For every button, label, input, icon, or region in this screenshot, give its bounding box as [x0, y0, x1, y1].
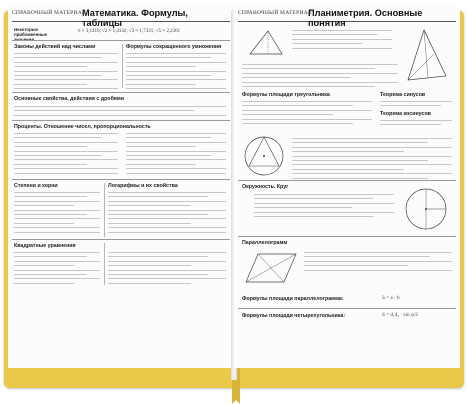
- divider: [12, 120, 230, 121]
- section-quadrilateral-area: Формулы площади четырехугольника:: [242, 313, 346, 319]
- short-multiplication-content: [126, 53, 226, 93]
- quadratic-examples: [108, 252, 226, 287]
- divider: [104, 183, 105, 237]
- triangle-diagram: [246, 28, 286, 58]
- section-logarithms: Логарифмы и их свойства: [108, 183, 178, 189]
- law-of-sines-content: [380, 101, 452, 110]
- divider: [12, 92, 230, 93]
- section-fractions: Основные свойства, действия с дробями: [14, 96, 125, 102]
- right-page: [234, 6, 460, 368]
- section-law-of-sines: Теорема синусов: [380, 92, 426, 98]
- right-triangle-content: [292, 138, 452, 182]
- divider: [12, 40, 230, 41]
- parallelogram-area-formula: S = a · h: [382, 295, 400, 301]
- right-page-header: [238, 8, 456, 28]
- section-percent: Проценты. Отношение чисел, пропорциональность: [14, 124, 151, 130]
- triangle-bisector-diagram: [404, 26, 450, 86]
- left-page-tag: СПРАВОЧНЫЙ МАТЕРИАЛ: [12, 10, 86, 16]
- approx-values: π ≈ 3,1416; √2 ≈ 1,4142; √3 ≈ 1,7321; √5 ≈ 2,2361: [78, 29, 181, 34]
- law-of-cosines-content: [380, 120, 452, 129]
- quadrilateral-area-formula: S = d₁d₂ · sin φ/2: [382, 312, 418, 318]
- section-parallelogram-area: Формулы площади параллелограмма:: [242, 296, 344, 302]
- left-page-header: [12, 8, 230, 28]
- logarithms-content: [108, 192, 226, 236]
- circle-formulas: [254, 194, 394, 220]
- section-triangle-area: Формулы площади треугольника: [242, 92, 330, 98]
- divider: [12, 179, 230, 180]
- inscribed-circle-diagram: [242, 134, 288, 178]
- section-parallelogram: Параллелограмм: [242, 240, 288, 246]
- section-law-of-cosines: Теорема косинусов: [380, 111, 431, 117]
- right-page-title: Планиметрия. Основные понятия: [308, 8, 423, 28]
- circle-diagram: [402, 186, 450, 232]
- divider: [238, 236, 456, 237]
- left-page: [8, 6, 235, 368]
- fractions-content: [14, 106, 226, 119]
- triangle-basics: [292, 30, 392, 52]
- section-powers: Степени и корни: [14, 183, 58, 189]
- proportion-content: [126, 133, 226, 177]
- divider: [122, 44, 123, 88]
- right-page-tag: СПРАВОЧНЫЙ МАТЕРИАЛ: [238, 10, 312, 16]
- powers-content: [14, 192, 100, 236]
- approx-values-label: Некоторые приближенные: [14, 27, 48, 37]
- percent-content: [14, 133, 118, 177]
- laws-content: [14, 53, 118, 93]
- divider: [238, 180, 456, 181]
- left-page-title: Математика. Формулы, таблицы: [82, 8, 188, 28]
- quadratic-content: [14, 252, 100, 287]
- divider: [238, 308, 456, 309]
- section-laws: Законы действий над числами: [14, 44, 96, 50]
- divider: [12, 239, 230, 240]
- divider: [104, 243, 105, 285]
- triangle-properties: [242, 64, 398, 90]
- triangle-area-formulas: [242, 101, 372, 127]
- parallelogram-properties: [304, 252, 452, 274]
- section-quadratic: Квадратные уравнения: [14, 243, 76, 249]
- parallelogram-diagram: [244, 250, 298, 286]
- section-circle: Окружность. Круг: [242, 184, 289, 190]
- section-short-multiplication: Формулы сокращенного умножения: [126, 44, 222, 50]
